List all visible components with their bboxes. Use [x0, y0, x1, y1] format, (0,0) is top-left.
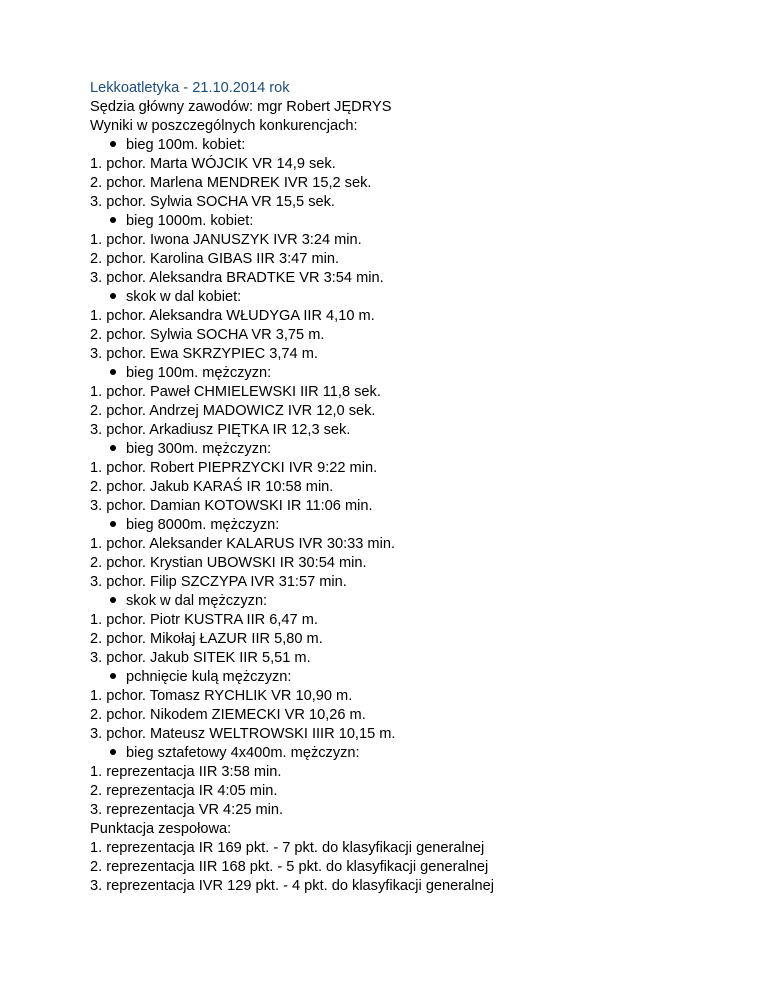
result-line: 3. pchor. Sylwia SOCHA VR 15,5 sek.: [90, 194, 335, 210]
bullet-icon: [110, 445, 116, 451]
result-line: 2. reprezentacja IR 4:05 min.: [90, 783, 278, 799]
event-name: pchnięcie kulą mężczyzn:: [126, 669, 292, 685]
bullet-icon: [110, 217, 116, 223]
team-score-line: 1. reprezentacja IR 169 pkt. - 7 pkt. do klasyfikacji generalnej: [90, 840, 485, 856]
document-title: Lekkoatletyka - 21.10.2014 rok: [90, 80, 290, 96]
judge-line: Sędzia główny zawodów: mgr Robert JĘDRYS: [90, 99, 392, 115]
result-line: 3. pchor. Arkadiusz PIĘTKA IR 12,3 sek.: [90, 422, 351, 438]
event-name: bieg 100m. mężczyzn:: [126, 365, 272, 381]
result-line: 3. reprezentacja VR 4:25 min.: [90, 802, 284, 818]
result-line: 1. pchor. Robert PIEPRZYCKI IVR 9:22 min.: [90, 460, 378, 476]
result-line: 2. pchor. Krystian UBOWSKI IR 30:54 min.: [90, 555, 367, 571]
bullet-icon: [110, 293, 116, 299]
bullet-icon: [110, 597, 116, 603]
event-name: skok w dal kobiet:: [126, 289, 242, 305]
result-line: 1. pchor. Aleksandra WŁUDYGA IIR 4,10 m.: [90, 308, 375, 324]
team-score-line: 3. reprezentacja IVR 129 pkt. - 4 pkt. do klasyfikacji generalnej: [90, 878, 494, 894]
result-line: 2. pchor. Andrzej MADOWICZ IVR 12,0 sek.: [90, 403, 376, 419]
event-name: bieg sztafetowy 4x400m. mężczyzn:: [126, 745, 360, 761]
event-heading: [90, 212, 730, 231]
event-heading: [90, 668, 730, 687]
result-line: 1. pchor. Iwona JANUSZYK IVR 3:24 min.: [90, 232, 362, 248]
result-line: 2. pchor. Jakub KARAŚ IR 10:58 min.: [90, 479, 334, 495]
document-body: [90, 79, 730, 896]
result-line: 1. pchor. Aleksander KALARUS IVR 30:33 min.: [90, 536, 396, 552]
result-line: 3. pchor. Damian KOTOWSKI IR 11:06 min.: [90, 498, 373, 514]
event-name: skok w dal mężczyzn:: [126, 593, 268, 609]
bullet-icon: [110, 673, 116, 679]
event-heading: [90, 592, 730, 611]
event-heading: [90, 516, 730, 535]
result-line: 3. pchor. Filip SZCZYPA IVR 31:57 min.: [90, 574, 347, 590]
result-line: 3. pchor. Ewa SKRZYPIEC 3,74 m.: [90, 346, 318, 362]
event-name: bieg 8000m. mężczyzn:: [126, 517, 280, 533]
result-line: 1. reprezentacja IIR 3:58 min.: [90, 764, 282, 780]
result-line: 3. pchor. Jakub SITEK IIR 5,51 m.: [90, 650, 311, 666]
event-name: bieg 1000m. kobiet:: [126, 213, 254, 229]
event-heading: [90, 136, 730, 155]
event-name: bieg 100m. kobiet:: [126, 137, 246, 153]
result-line: 2. pchor. Sylwia SOCHA VR 3,75 m.: [90, 327, 325, 343]
result-line: 2. pchor. Marlena MENDREK IVR 15,2 sek.: [90, 175, 372, 191]
event-name: bieg 300m. mężczyzn:: [126, 441, 272, 457]
result-line: 1. pchor. Piotr KUSTRA IIR 6,47 m.: [90, 612, 318, 628]
bullet-icon: [110, 141, 116, 147]
result-line: 1. pchor. Marta WÓJCIK VR 14,9 sek.: [90, 156, 336, 172]
team-score-line: 2. reprezentacja IIR 168 pkt. - 5 pkt. do klasyfikacji generalnej: [90, 859, 489, 875]
event-heading: [90, 288, 730, 307]
team-scores-heading: Punktacja zespołowa:: [90, 821, 232, 837]
event-heading: [90, 440, 730, 459]
result-line: 3. pchor. Aleksandra BRADTKE VR 3:54 min.: [90, 270, 384, 286]
result-line: 1. pchor. Paweł CHMIELEWSKI IIR 11,8 sek.: [90, 384, 381, 400]
result-line: 3. pchor. Mateusz WELTROWSKI IIIR 10,15 m.: [90, 726, 396, 742]
results-intro: Wyniki w poszczególnych konkurencjach:: [90, 118, 358, 134]
bullet-icon: [110, 369, 116, 375]
event-heading: [90, 364, 730, 383]
result-line: 1. pchor. Tomasz RYCHLIK VR 10,90 m.: [90, 688, 353, 704]
bullet-icon: [110, 749, 116, 755]
bullet-icon: [110, 521, 116, 527]
event-heading: [90, 744, 730, 763]
result-line: 2. pchor. Karolina GIBAS IIR 3:47 min.: [90, 251, 340, 267]
result-line: 2. pchor. Nikodem ZIEMECKI VR 10,26 m.: [90, 707, 366, 723]
result-line: 2. pchor. Mikołaj ŁAZUR IIR 5,80 m.: [90, 631, 323, 647]
